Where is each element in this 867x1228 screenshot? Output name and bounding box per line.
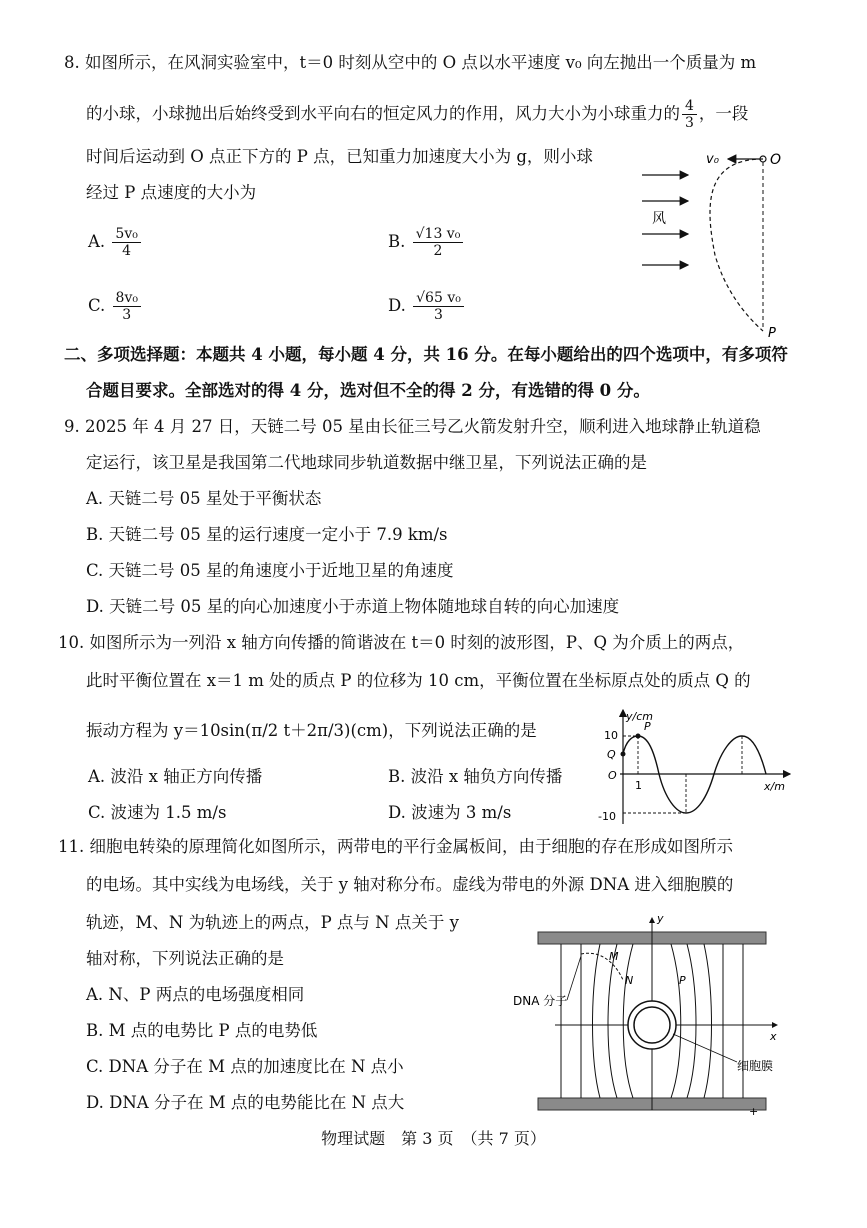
q11-line4: 轴对称，下列说法正确的是 (86, 949, 284, 968)
q11-cell-inner (634, 1007, 670, 1043)
q9-option-b: B. 天链二号 05 星的运行速度一定小于 7.9 km/s (86, 525, 448, 544)
section2-line1: 二、多项选择题：本题共 4 小题，每小题 4 分，共 16 分。在每小题给出的四个选项中，有多项符 (64, 345, 788, 364)
q10-option-d: D. 波速为 3 m/s (388, 803, 512, 822)
q9-line1: 9. 2025 年 4 月 27 日，天链二号 05 星由长征三号乙火箭发射升空，顺利进入地球静止轨道稳 (64, 417, 761, 436)
q10-tick-1: 1 (635, 779, 642, 792)
q9-line2: 定运行，该卫星是我国第二代地球同步轨道数据中继卫星，下列说法正确的是 (86, 453, 647, 472)
q10-wave-figure (598, 706, 798, 828)
q10-q-label: Q (607, 748, 616, 761)
q11-p-label: P (679, 974, 686, 987)
q8-line2a: 的小球，小球抛出后始终受到水平向右的恒定风力的作用，风力大小为小球重力的 (86, 104, 680, 123)
q8-line3: 时间后运动到 O 点正下方的 P 点，已知重力加速度大小为 g，则小球 (86, 147, 593, 166)
q8-v0-label: v₀ (706, 152, 719, 167)
q10-line2: 此时平衡位置在 x＝1 m 处的质点 P 的位移为 10 cm，平衡位置在坐标原点处的质点 Q 的 (86, 671, 751, 690)
q10-option-a: A. 波沿 x 轴正方向传播 (88, 767, 263, 786)
q10-xlabel: x/m (764, 780, 785, 793)
q11-option-d: D. DNA 分子在 M 点的电势能比在 N 点大 (86, 1093, 405, 1112)
q8-option-a: A. $\frac{\text{5v₀}}{4}$ (88, 226, 143, 259)
q11-option-a: A. N、P 两点的电场强度相同 (86, 985, 305, 1004)
q8-option-c: C. $\frac{\text{8v₀}}{3}$ (88, 290, 143, 323)
q11-line3: 轨迹，M、N 为轨迹上的两点，P 点与 N 点关于 y (86, 913, 459, 932)
q8-fraction: $\frac{4}{3}$ (682, 98, 697, 131)
q8-wind-label: 风 (652, 211, 666, 227)
q11-m-label: M (609, 950, 619, 963)
q8-wind-tunnel-figure (630, 145, 800, 340)
q10-point-q (621, 752, 626, 757)
section2-line2: 合题目要求。全部选对的得 4 分，选对但不全的得 2 分，有选错的得 0 分。 (86, 381, 650, 400)
q10-option-c: C. 波速为 1.5 m/s (88, 803, 227, 822)
q8-option-d: D. $\frac{\text{√65 v₀}}{3}$ (388, 290, 466, 323)
q10-p-label: P (644, 720, 651, 733)
q8-line1: 8. 如图所示，在风洞实验室中，t＝0 时刻从空中的 O 点以水平速度 v₀ 向左抛出一个质量为 m (64, 53, 757, 72)
q8-o-label: O (770, 152, 782, 168)
page-footer: 物理试题 第 3 页 （共 7 页） (321, 1129, 546, 1148)
q11-cell-field-figure (505, 910, 790, 1120)
q9-option-c: C. 天链二号 05 星的角速度小于近地卫星的角速度 (86, 561, 454, 580)
q11-option-c: C. DNA 分子在 M 点的加速度比在 N 点小 (86, 1057, 404, 1076)
q8-line2b: ，一段 (698, 104, 749, 123)
q11-dna-label: DNA 分子 (513, 994, 568, 1008)
q8-trajectory (710, 159, 763, 331)
q10-tick-m10: -10 (598, 810, 616, 823)
q10-ylabel: y/cm (626, 710, 653, 723)
q11-line2: 的电场。其中实线为电场线，关于 y 轴对称分布。虚线为带电的外源 DNA 进入细胞膜的 (86, 875, 734, 894)
q11-line1: 11. 细胞电转染的原理简化如图所示，两带电的平行金属板间，由于细胞的存在形成如图所示 (58, 837, 733, 856)
q9-option-a: A. 天链二号 05 星处于平衡状态 (86, 489, 322, 508)
q8-line2 (86, 98, 748, 131)
q10-tick-10: 10 (604, 729, 618, 742)
q11-plus-label: + (749, 1105, 759, 1118)
q10-line3: 振动方程为 y＝10sin(π/2 t＋2π/3)(cm)，下列说法正确的是 (86, 721, 537, 740)
q8-line4: 经过 P 点速度的大小为 (86, 183, 257, 202)
q11-x-label: x (770, 1030, 777, 1043)
q11-option-b: B. M 点的电势比 P 点的电势低 (86, 1021, 318, 1040)
q9-option-d: D. 天链二号 05 星的向心加速度小于赤道上物体随地球自转的向心加速度 (86, 597, 620, 616)
q10-point-p (636, 734, 641, 739)
q11-membrane-label: 细胞膜 (737, 1059, 774, 1073)
q11-dna-pointer (567, 956, 581, 1000)
q8-option-b: B. $\frac{\text{√13 v₀}}{2}$ (388, 226, 465, 259)
q8-p-label: P (768, 326, 776, 340)
q10-option-b: B. 波沿 x 轴负方向传播 (388, 767, 563, 786)
q10-line1: 10. 如图所示为一列沿 x 轴方向传播的简谐波在 t＝0 时刻的波形图，P、Q 为介质上的两点， (58, 633, 745, 652)
q11-membrane-pointer (673, 1034, 737, 1062)
q11-n-label: N (625, 974, 634, 987)
q11-y-label: y (657, 912, 664, 925)
q10-origin: O (608, 769, 617, 782)
